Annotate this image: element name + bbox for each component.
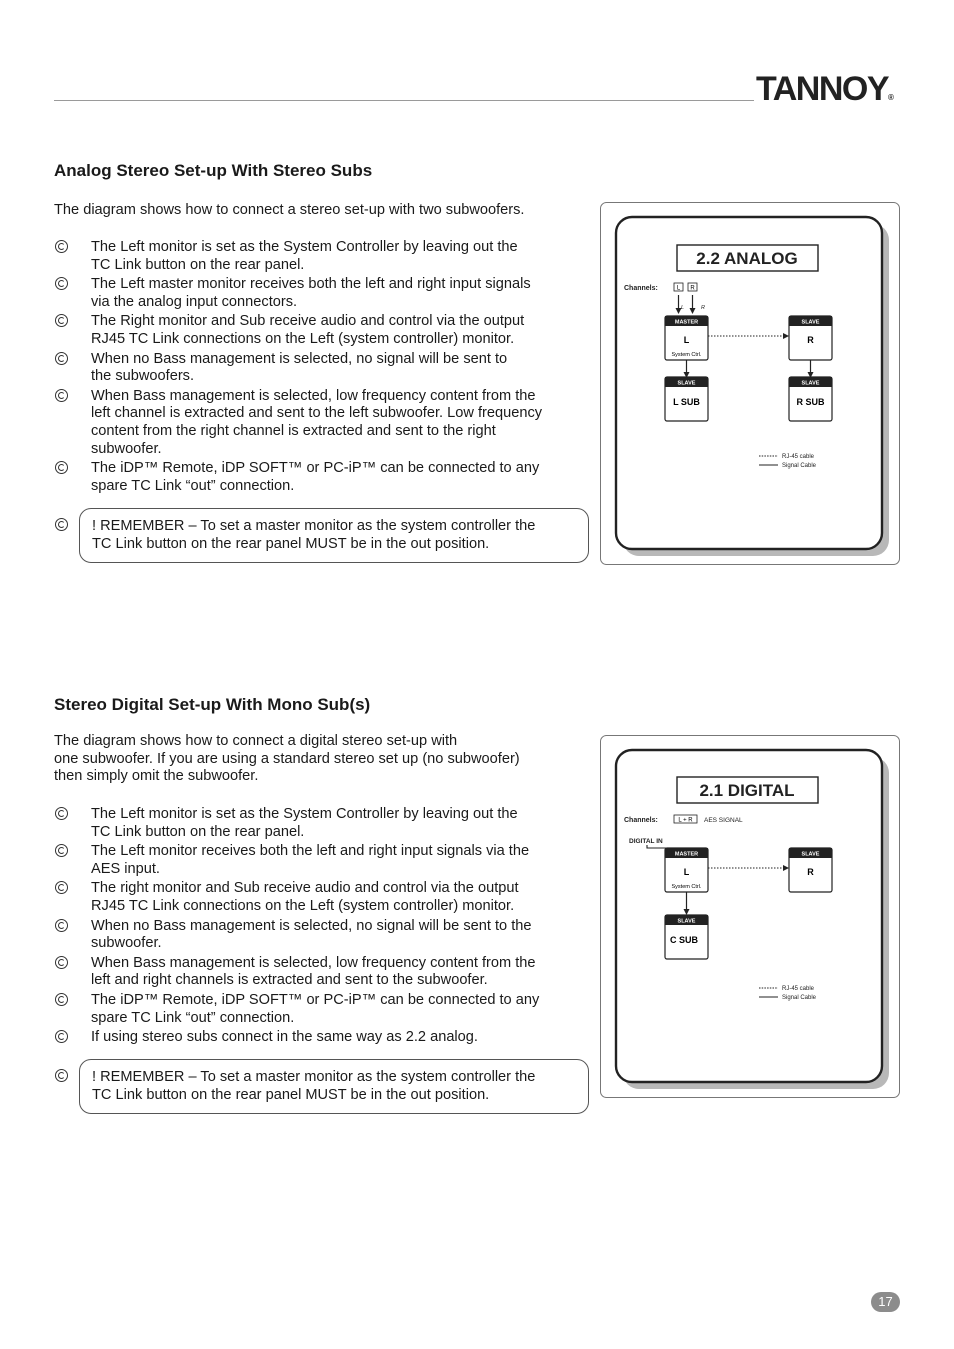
list-item: The Right monitor and Sub receive audio and control via the output RJ45 TC Link connections on the Left (system controller) monitor. — [55, 313, 542, 348]
legend-signal: Signal Cable — [782, 995, 817, 1001]
section-title-analog: Analog Stereo Set-up With Stereo Subs — [54, 161, 373, 180]
tannoy-logo: TANNOY® — [756, 70, 894, 108]
list-item: When no Bass management is selected, no signal will be sent to the subwoofers. — [55, 351, 542, 386]
section1-bullets — [55, 239, 542, 497]
channel-lr: L + R — [678, 817, 693, 824]
list-item: The iDP™ Remote, iDP SOFT™ or PC-iP™ can be connected to any spare TC Link “out” connection. — [55, 460, 542, 495]
legend-rj45: RJ-45 cable — [782, 986, 815, 992]
master-tag: MASTER — [674, 319, 699, 326]
legend-signal: Signal Cable — [782, 463, 817, 469]
slave-tag: SLAVE — [677, 380, 696, 387]
bullet-icon — [55, 277, 68, 290]
bullet-icon — [55, 518, 68, 531]
slave-r-label: R — [807, 867, 814, 877]
intro-line: then simply omit the subwoofer. — [54, 768, 259, 784]
slave-tag: SLAVE — [801, 380, 820, 387]
bullet-icon — [55, 1069, 68, 1082]
list-item: If using stereo subs connect in the same way as 2.2 analog. — [55, 1029, 539, 1047]
bullet-icon — [55, 240, 68, 253]
list-item: When Bass management is selected, low frequency content from the left and right channels is extracted and sent to the subwoofer. — [55, 955, 539, 990]
bullet-icon — [55, 807, 68, 820]
diagram-analog — [600, 202, 901, 566]
input-r-label: R — [701, 305, 705, 311]
slave-r-label: R — [807, 335, 814, 345]
input-l-label: L — [681, 305, 685, 311]
digital-in-label: DIGITAL IN — [629, 838, 663, 845]
slave-tag: SLAVE — [801, 319, 820, 326]
header-rule — [54, 100, 754, 101]
section2-bullets — [55, 806, 539, 1049]
bullet-icon — [55, 844, 68, 857]
channel-r: R — [690, 285, 695, 292]
list-item: The Left monitor is set as the System Controller by leaving out the TC Link button on the rear panel. — [55, 806, 539, 841]
section2-intro — [54, 733, 520, 786]
master-sub: System Ctrl. — [671, 884, 702, 890]
intro-line: one subwoofer. If you are using a standard stereo set up (no subwoofer) — [54, 750, 520, 767]
list-item: When Bass management is selected, low frequency content from the left channel is extracted and sent to the left subwoofer. Low frequency content from the right channel is extracted and sent to the right subwoofer. — [55, 388, 542, 458]
rsub-label: R SUB — [796, 397, 825, 407]
intro-line: The diagram shows how to connect a digital stereo set-up with — [54, 733, 458, 749]
channels-label: Channels: — [624, 817, 658, 824]
master-label: L — [683, 335, 690, 345]
page-number: 17 — [871, 1292, 900, 1312]
diagram-title: 2.1 DIGITAL — [699, 781, 795, 800]
legend-rj45: RJ-45 cable — [782, 454, 815, 460]
list-item: The Left monitor receives both the left and right input signals via the AES input. — [55, 843, 539, 878]
csub-label: C SUB — [669, 935, 699, 945]
list-item: The iDP™ Remote, iDP SOFT™ or PC-iP™ can be connected to any spare TC Link “out” connection. — [55, 992, 539, 1027]
list-item: When no Bass management is selected, no signal will be sent to the subwoofer. — [55, 918, 539, 953]
list-item: The Left monitor is set as the System Controller by leaving out the TC Link button on the rear panel. — [55, 239, 542, 274]
diagram-title: 2.2 ANALOG — [696, 249, 798, 268]
bullet-icon — [55, 314, 68, 327]
section1-intro — [54, 202, 524, 220]
lsub-label: L SUB — [673, 397, 700, 407]
intro-line: The diagram shows how to connect a stereo set-up with two subwoofers. — [54, 202, 525, 218]
master-label: L — [683, 867, 690, 877]
section-title-digital: Stereo Digital Set-up With Mono Sub(s) — [54, 695, 371, 714]
channel-l: L — [676, 285, 681, 292]
bullet-icon — [55, 352, 68, 365]
bullet-icon — [55, 919, 68, 932]
diagram-digital — [600, 735, 901, 1099]
master-sub: System Ctrl. — [671, 352, 702, 358]
remember-box: ! REMEMBER – To set a master monitor as the system controller the TC Link button on the rear panel MUST be in the out position. — [79, 1059, 589, 1114]
bullet-icon — [55, 1030, 68, 1043]
aes-label: AES SIGNAL — [704, 817, 743, 824]
bullet-icon — [55, 956, 68, 969]
bullet-icon — [55, 881, 68, 894]
bullet-icon — [55, 389, 68, 402]
list-item: The right monitor and Sub receive audio and control via the output RJ45 TC Link connections on the Left (system controller) monitor. — [55, 880, 539, 915]
slave-tag: SLAVE — [677, 918, 696, 925]
master-tag: MASTER — [674, 851, 699, 858]
remember-box: ! REMEMBER – To set a master monitor as the system controller the TC Link button on the rear panel MUST be in the out position. — [79, 508, 589, 563]
slave-tag: SLAVE — [801, 851, 820, 858]
bullet-icon — [55, 461, 68, 474]
list-item: The Left master monitor receives both the left and right input signals via the analog input connectors. — [55, 276, 542, 311]
bullet-icon — [55, 993, 68, 1006]
channels-label: Channels: — [624, 285, 658, 292]
